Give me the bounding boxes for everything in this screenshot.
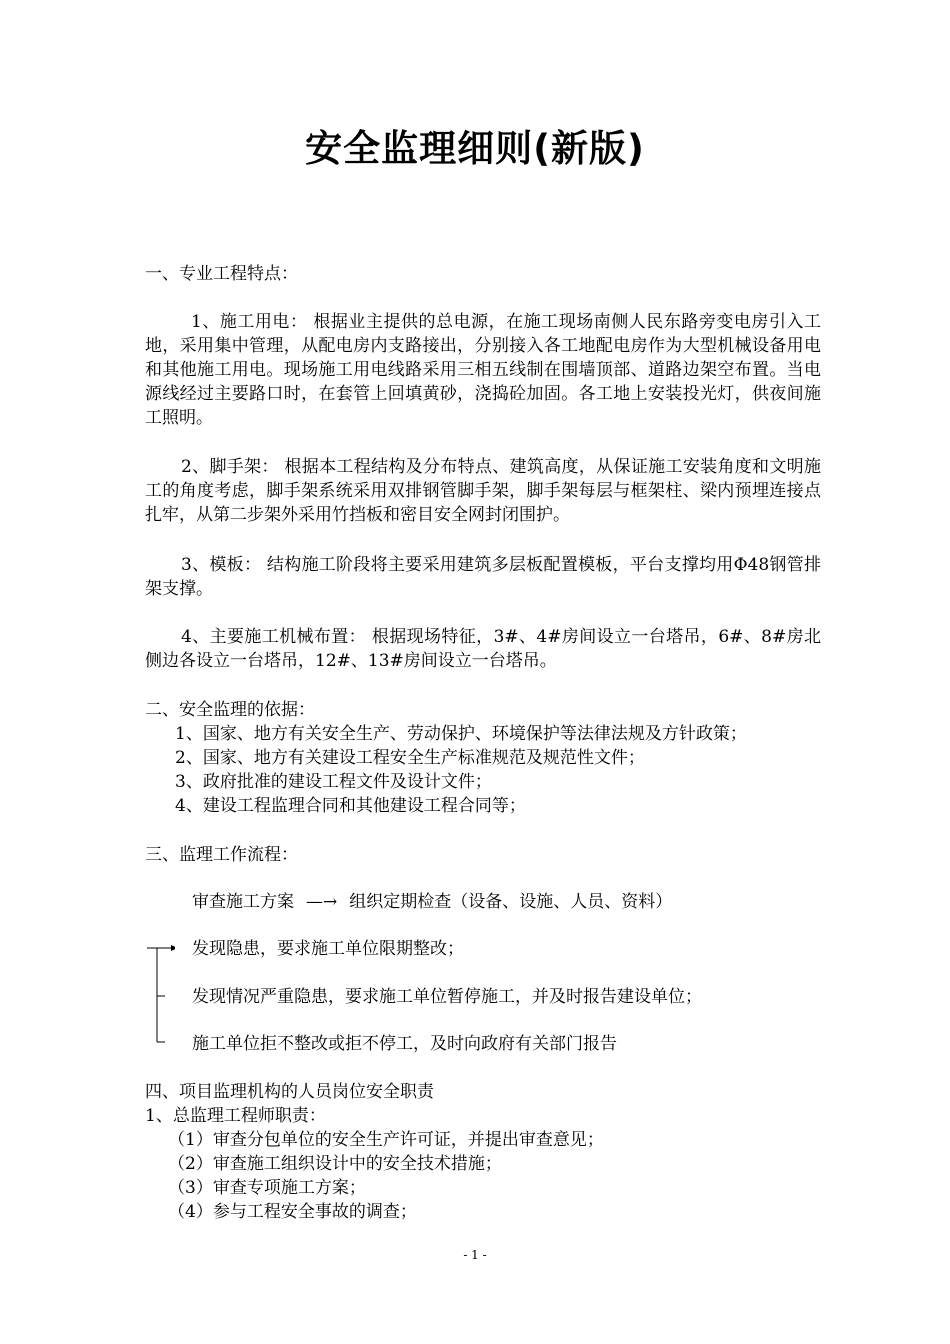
flow-branch-2: 发现情况严重隐患，要求施工单位暂停施工，并及时报告建设单位； [192, 987, 702, 1007]
flow-arrow: —→ [306, 892, 338, 912]
section2-heading: 二、安全监理的依据： [145, 700, 315, 720]
section4-subheading: 1、总监理工程师职责： [145, 1106, 326, 1126]
page-number: - 1 - [463, 1248, 487, 1262]
section2-item-1: 1、国家、地方有关安全生产、劳动保护、环境保护等法律法规及方针政策； [175, 724, 747, 744]
section1-item-1: 1、施工用电： 根据业主提供的总电源，在施工现场南侧人民东路旁变电房引入工地，采用集中管理，从配电房内支路接出，分别接入各工地配电房作为大型机械设备用电和其他施工用电。现场施工用电线路采用三相五线制在围墙顶部、道路边架空布置。当电源线经过主要路口时，在套管上回填黄砂，浇捣砼加固。各工地上安装投光灯，供夜间施工照明。 [145, 312, 821, 428]
section1-item-3: 3、模板： 结构施工阶段将主要采用建筑多层板配置模板，平台支撑均用Φ48钢管排架支撑。 [145, 555, 821, 599]
section1-item-4: 4、主要施工机械布置： 根据现场特征，3#、4#房间设立一台塔吊，6#、8#房北侧边各设立一台塔吊，12#、13#房间设立一台塔吊。 [145, 627, 821, 671]
flow-main-row [192, 890, 672, 914]
section4-item-4: （4）参与工程安全事故的调查； [168, 1202, 417, 1222]
section1-heading: 一、专业工程特点： [145, 264, 298, 284]
section1-item-2: 2、脚手架： 根据本工程结构及分布特点、建筑高度，从保证施工安装角度和文明施工的角度考虑，脚手架系统采用双排钢管脚手架，脚手架每层与框架柱、梁内预埋连接点扎牢，从第二步架外采用竹挡板和密目安全网封闭围护。 [145, 457, 821, 525]
flow-start: 审查施工方案 [192, 892, 294, 912]
section4-item-2: （2）审查施工组织设计中的安全技术措施； [168, 1154, 502, 1174]
section2-item-2: 2、国家、地方有关建设工程安全生产标准规范及规范性文件； [175, 748, 645, 768]
flow-branch-1: 发现隐患，要求施工单位限期整改； [192, 939, 464, 959]
flow-next: 组织定期检查（设备、设施、人员、资料） [349, 892, 673, 912]
section4-item-1: （1）审查分包单位的安全生产许可证，并提出审查意见； [168, 1130, 604, 1150]
flow-branch-3: 施工单位拒不整改或拒不停工，及时向政府有关部门报告 [192, 1034, 617, 1054]
section2-item-3: 3、政府批准的建设工程文件及设计文件； [175, 772, 492, 792]
section4-heading: 四、项目监理机构的人员岗位安全职责 [145, 1082, 434, 1102]
section2-item-4: 4、建设工程监理合同和其他建设工程合同等； [175, 796, 526, 816]
flow-bracket-icon [145, 944, 175, 1049]
section3-heading: 三、监理工作流程： [145, 845, 298, 865]
section4-item-3: （3）审查专项施工方案； [168, 1178, 366, 1198]
document-title: 安全监理细则(新版) [305, 127, 645, 170]
